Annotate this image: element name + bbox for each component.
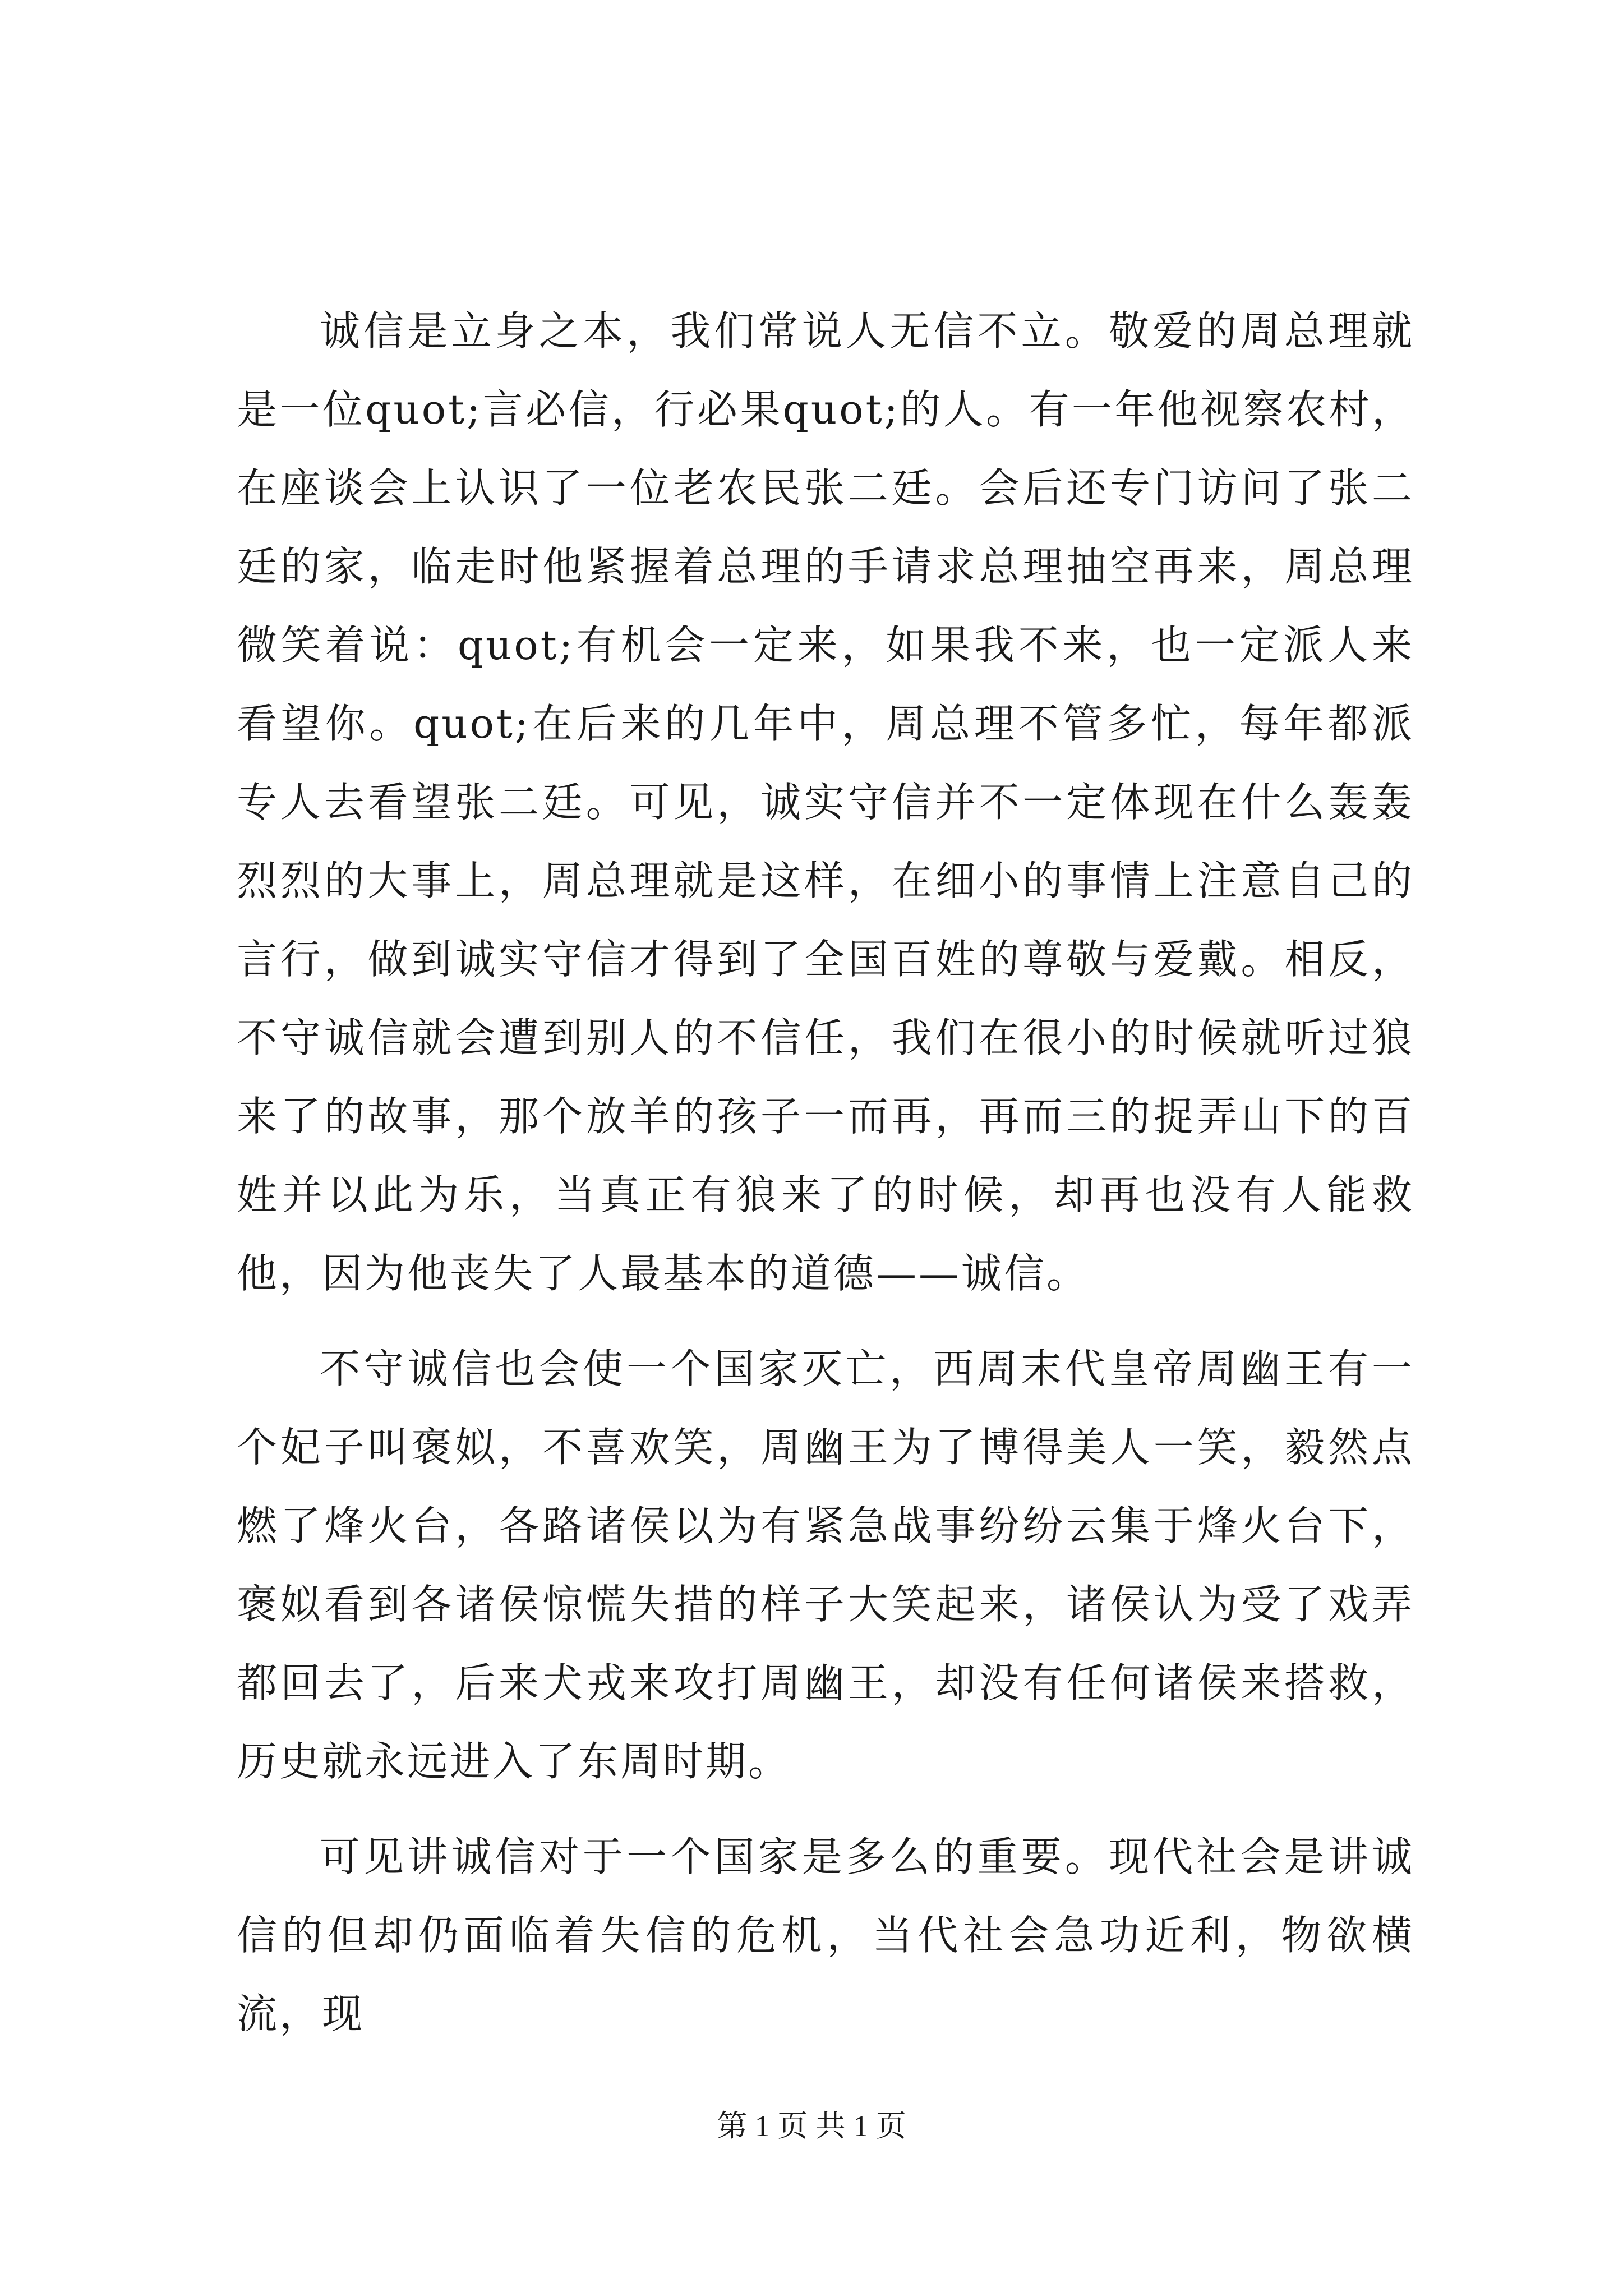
document-body: [237, 292, 1414, 2070]
paragraph-2: 不守诚信也会使一个国家灭亡，西周末代皇帝周幽王有一个妃子叫褒姒，不喜欢笑，周幽王为了博得美人一笑，毅然点燃了烽火台，各路诸侯以为有紧急战事纷纷云集于烽火台下，褒姒看到各诸侯惊慌失措的样子大笑起来，诸侯认为受了戏弄都回去了，后来犬戎来攻打周幽王，却没有任何诸侯来搭救，历史就永远进入了东周时期。: [237, 1345, 1414, 1785]
paragraph-1: 诚信是立身之本，我们常说人无信不立。敬爱的周总理就是一位quot;言必信，行必果quot;的人。有一年他视察农村，在座谈会上认识了一位老农民张二廷。会后还专门访问了张二廷的家，临走时他紧握着总理的手请求总理抽空再来，周总理微笑着说：quot;有机会一定来，如果我不来，也一定派人来看望你。quot;在后来的几年中，周总理不管多忙，每年都派专人去看望张二廷。可见，诚实守信并不一定体现在什么轰轰烈烈的大事上，周总理就是这样，在细小的事情上注意自己的言行，做到诚实守信才得到了全国百姓的尊敬与爱戴。相反，不守诚信就会遭到别人的不信任，我们在很小的时候就听过狼来了的故事，那个放羊的孩子一而再，再而三的捉弄山下的百姓并以此为乐，当真正有狼来了的时候，却再也没有人能救他，因为他丧失了人最基本的道德——诚信。: [237, 307, 1414, 1297]
page-footer: 第 1 页 共 1 页: [717, 2109, 906, 2143]
paragraph-3: 可见讲诚信对于一个国家是多么的重要。现代社会是讲诚信的但却仍面临着失信的危机，当代社会急功近利，物欲横流，现: [237, 1833, 1414, 2037]
